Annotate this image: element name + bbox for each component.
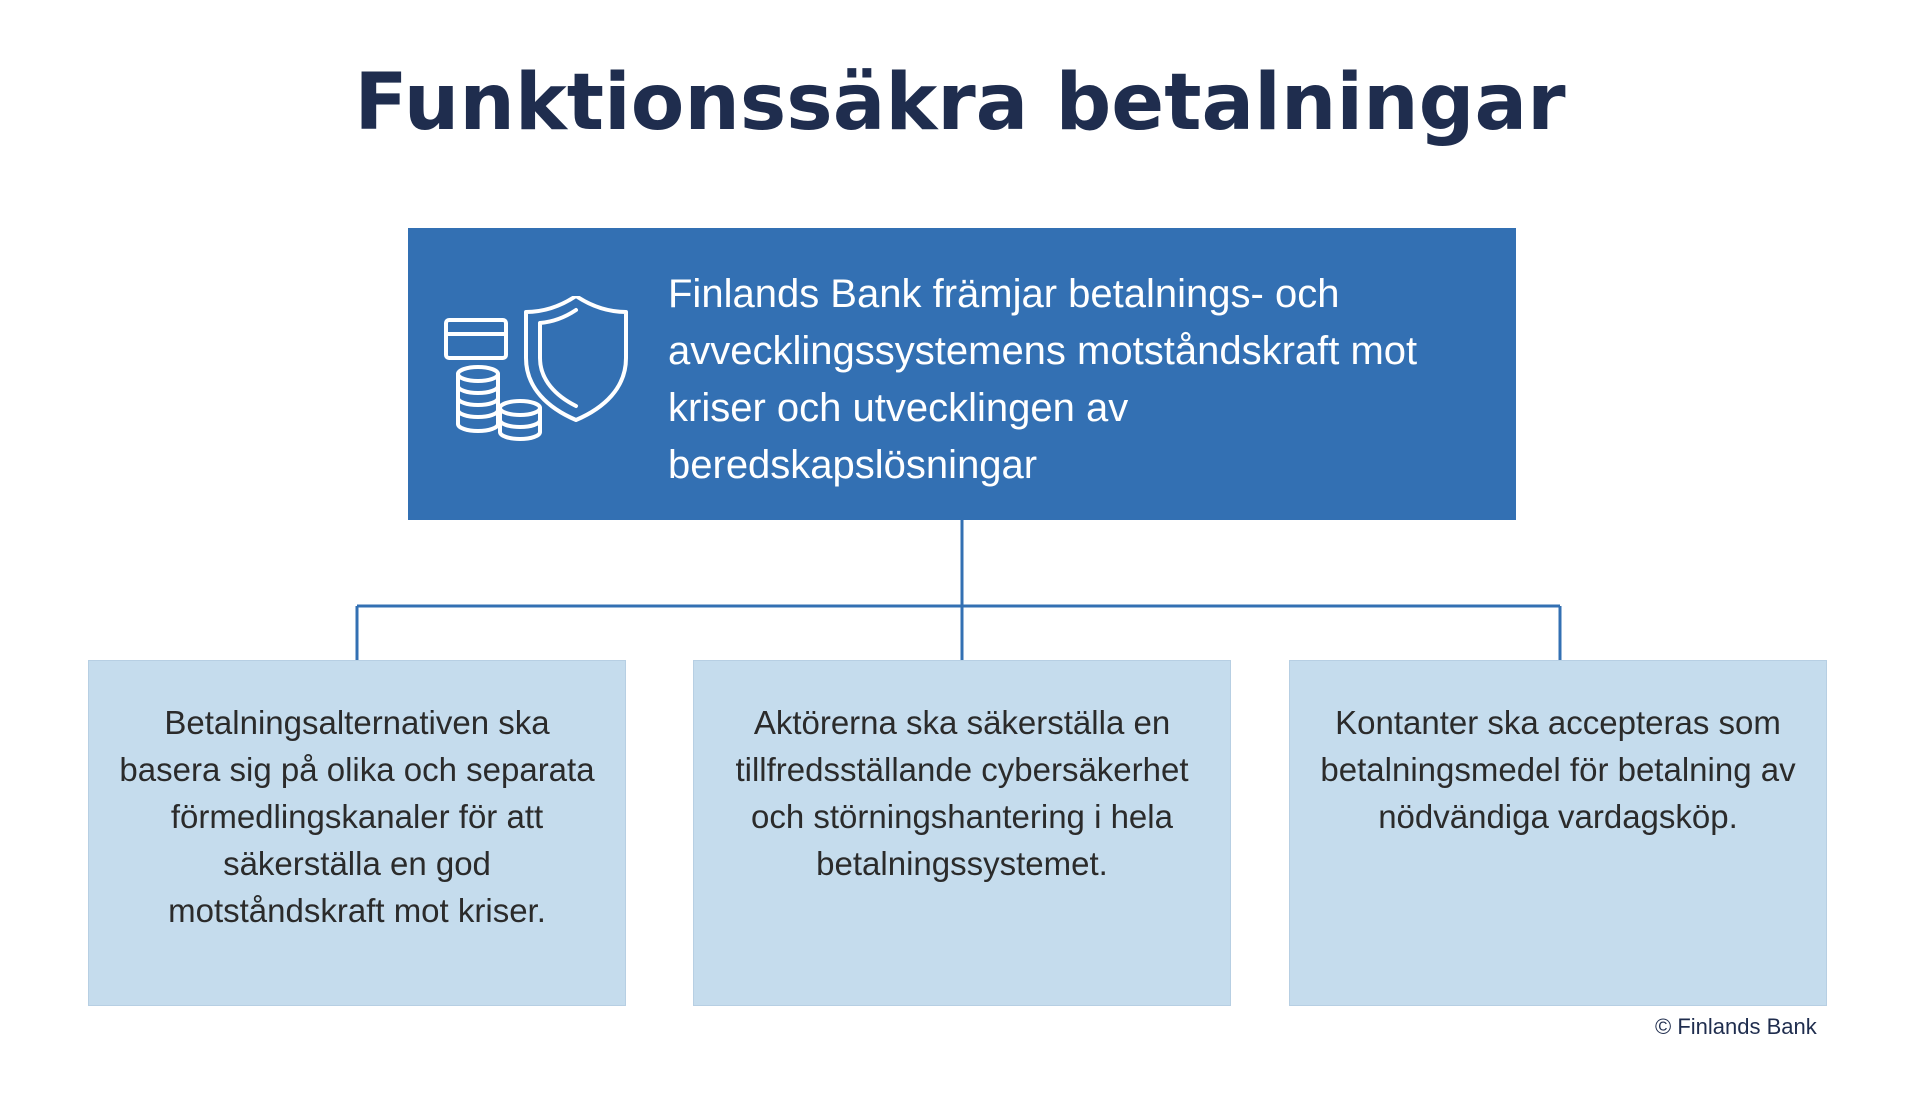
main-goal-box [408,228,1516,520]
goal-card-cybersecurity [693,660,1231,1006]
copyright-notice: © Finlands Bank [1655,1014,1817,1039]
goal-card-text: Betalningsalternativen ska basera sig på olika och separata förmedlingskanaler för att säkerställa en god motståndskraft mot kriser. [119,704,595,929]
main-goal-text: Finlands Bank främjar betalnings- och avvecklingssystemens motståndskraft mot kriser och utvecklingen av beredskapslösningar [668,272,1418,487]
card-coins-shield-icon [440,296,640,456]
goal-card-text: Kontanter ska accepteras som betalningsmedel för betalning av nödvändiga vardagsköp. [1320,704,1796,835]
goal-card-text: Aktörerna ska säkerställa en tillfredsställande cybersäkerhet och störningshantering i hela betalningssystemet. [735,704,1189,882]
page-title: Funktionssäkra betalningar [354,58,1566,148]
goal-card-cash-acceptance [1289,660,1827,1006]
goal-card-payment-alternatives [88,660,626,1006]
